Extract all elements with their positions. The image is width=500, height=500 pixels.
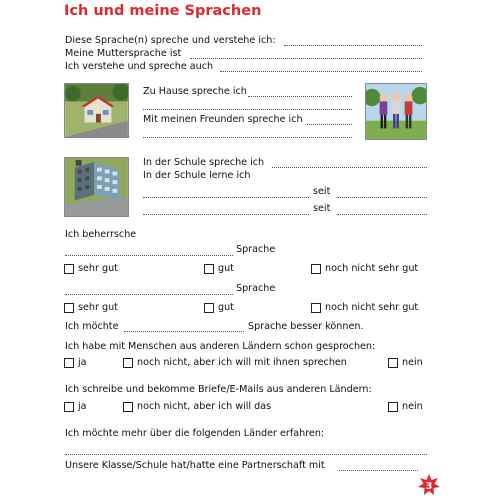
option-not-yet-good-1: noch nicht sehr gut — [325, 263, 419, 274]
sprache-label-1: Sprache — [236, 244, 276, 255]
sprache-label-2: Sprache — [236, 283, 276, 294]
starburst-icon — [418, 474, 440, 496]
countries-field[interactable] — [65, 446, 427, 455]
checkbox-not-yet-good-1[interactable] — [311, 264, 321, 274]
option-letters-yes: ja — [78, 401, 87, 412]
checkbox-people-not-yet[interactable] — [123, 358, 133, 368]
languages-field[interactable] — [284, 37, 422, 46]
school-line-1: In der Schule spreche ich — [143, 157, 265, 168]
mastery-heading: Ich beherrsche — [65, 229, 137, 240]
checkbox-letters-not-yet[interactable] — [123, 402, 133, 412]
checkbox-not-yet-good-2[interactable] — [311, 303, 321, 313]
option-very-good-1: sehr gut — [78, 263, 118, 274]
home-language-field[interactable] — [248, 88, 352, 97]
option-not-yet-good-2: noch nicht sehr gut — [325, 302, 419, 313]
countries-question: Ich möchte mehr über die folgenden Länder erfahren: — [65, 428, 325, 439]
mother-tongue-field[interactable] — [190, 50, 422, 59]
school-learned-field-2[interactable] — [143, 206, 309, 215]
partner-line: Unsere Klasse/Schule hat/hatte eine Partnerschaft mit — [65, 460, 325, 471]
page-title: Ich und meine Sprachen — [64, 3, 262, 19]
improve-suffix: Sprache besser können. — [248, 321, 364, 332]
seit-label-2: seit — [313, 203, 331, 214]
home-line-1: Zu Hause spreche ich — [143, 86, 247, 97]
option-good-2: gut — [218, 302, 234, 313]
intro-line-1: Diese Sprache(n) spreche und verstehe ich: — [65, 35, 276, 46]
checkbox-people-no[interactable] — [388, 358, 398, 368]
school-learned-field-1[interactable] — [143, 189, 309, 198]
other-languages-field[interactable] — [220, 63, 422, 72]
partner-field[interactable] — [339, 462, 418, 471]
option-people-not-yet: noch nicht, aber ich will mit ihnen sprechen — [137, 357, 347, 368]
friends-language-field[interactable] — [307, 116, 352, 125]
since-field-1[interactable] — [337, 189, 427, 198]
option-letters-no: nein — [402, 401, 423, 412]
option-people-yes: ja — [78, 357, 87, 368]
page-number: 3 — [425, 481, 433, 492]
school-illustration — [64, 157, 129, 217]
friends-illustration — [365, 83, 427, 140]
improve-language-field[interactable] — [124, 323, 244, 332]
option-people-no: nein — [402, 357, 423, 368]
home-language-field-2[interactable] — [143, 101, 352, 110]
checkbox-good-1[interactable] — [204, 264, 214, 274]
intro-line-2: Meine Muttersprache ist — [65, 48, 182, 59]
friends-language-field-2[interactable] — [143, 129, 352, 138]
school-spoken-field[interactable] — [272, 159, 427, 168]
since-field-2[interactable] — [337, 206, 427, 215]
option-good-1: gut — [218, 263, 234, 274]
question-letters: Ich schreibe und bekomme Briefe/E-Mails aus anderen Ländern: — [65, 384, 372, 395]
option-letters-not-yet: noch nicht, aber ich will das — [137, 401, 272, 412]
seit-label-1: seit — [313, 186, 331, 197]
question-people: Ich habe mit Menschen aus anderen Ländern schon gesprochen: — [65, 341, 376, 352]
language-name-field-1[interactable] — [65, 247, 233, 256]
page-number-badge — [418, 474, 440, 496]
improve-prefix: Ich möchte — [65, 321, 119, 332]
language-name-field-2[interactable] — [65, 286, 233, 295]
checkbox-letters-yes[interactable] — [64, 402, 74, 412]
intro-line-3: Ich verstehe und spreche auch — [65, 61, 214, 72]
house-illustration — [64, 83, 129, 138]
checkbox-very-good-1[interactable] — [64, 264, 74, 274]
school-line-2: In der Schule lerne ich — [143, 170, 251, 181]
home-line-2: Mit meinen Freunden spreche ich — [143, 114, 303, 125]
checkbox-letters-no[interactable] — [388, 402, 398, 412]
option-very-good-2: sehr gut — [78, 302, 118, 313]
checkbox-people-yes[interactable] — [64, 358, 74, 368]
checkbox-very-good-2[interactable] — [64, 303, 74, 313]
checkbox-good-2[interactable] — [204, 303, 214, 313]
